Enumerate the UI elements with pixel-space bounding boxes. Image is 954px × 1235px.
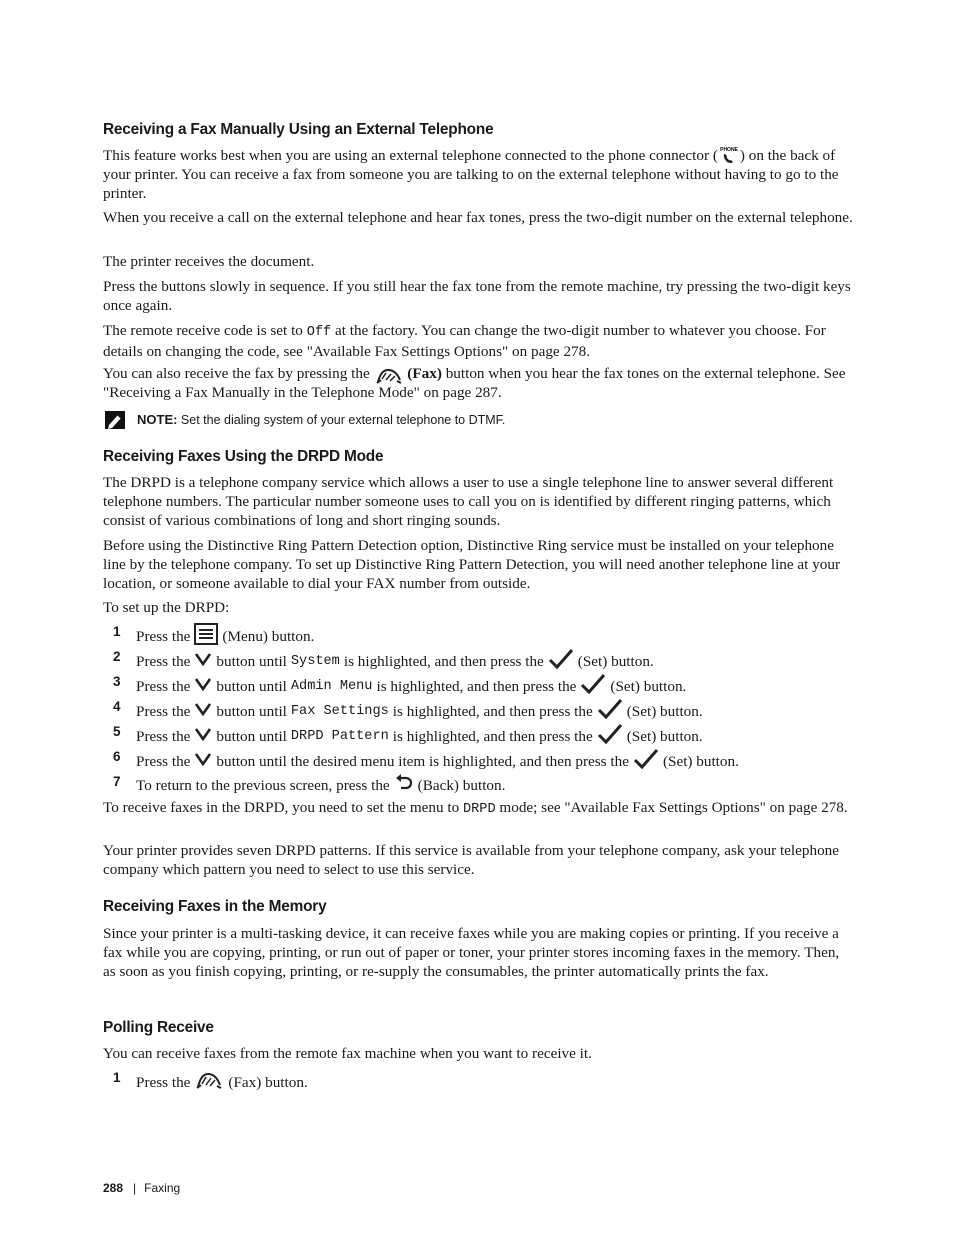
- paragraph: You can also receive the fax by pressing the (Fax) button when you hear the fax tones on the external telephone. See "Receiving a Fax Manually in the Telephone Mode" on page 287.: [103, 365, 846, 401]
- menu-icon: [194, 623, 218, 651]
- note-box: [103, 411, 853, 431]
- page-number: 288: [103, 1181, 124, 1195]
- footer-separator: |: [133, 1181, 137, 1195]
- paragraph: When you receive a call on the external telephone and hear fax tones, press the two-digit number on the external telephone.: [103, 209, 853, 226]
- paragraph: The remote receive code is set to Off at the factory. You can change the two-digit number to whatever you choose. For details on changing the code, see "Available Fax Settings Options" on page 278.: [103, 322, 826, 360]
- note-text: NOTE: Set the dialing system of your external telephone to DTMF.: [137, 412, 506, 427]
- chapter-name: Faxing: [144, 1181, 181, 1195]
- section-heading-manual-receive: Receiving a Fax Manually Using an External Telephone: [103, 121, 494, 138]
- down-arrow-icon: [194, 701, 212, 723]
- page-footer: [103, 1181, 180, 1195]
- paragraph: You can receive faxes from the remote fax machine when you want to receive it.: [103, 1045, 592, 1062]
- section-heading-memory: Receiving Faxes in the Memory: [103, 898, 327, 915]
- checkmark-icon: [597, 698, 623, 726]
- fax-icon: [194, 1069, 224, 1097]
- checkmark-icon: [633, 748, 659, 776]
- checkmark-icon: [597, 723, 623, 751]
- checkmark-icon: [580, 673, 606, 701]
- down-arrow-icon: [194, 651, 212, 673]
- down-arrow-icon: [194, 751, 212, 773]
- paragraph: This feature works best when you are using an external telephone connected to the phone connector ( PHONE ) on the back of your printer. You can receive a fax from someone you are talking to on the external telephone without having to go to the printer.: [103, 146, 839, 202]
- paragraph: Press the buttons slowly in sequence. If you still hear the fax tone from the remote machine, try pressing the two-digit keys once again.: [103, 278, 851, 314]
- fax-icon: [374, 366, 404, 384]
- section-heading-polling: Polling Receive: [103, 1019, 214, 1036]
- paragraph: To set up the DRPD:: [103, 599, 230, 616]
- paragraph: Since your printer is a multi-tasking device, it can receive faxes while you are making copies or printing. If you receive a fax while you are copying, printing, or run out of paper or toner, your printer stores incoming faxes in the memory. Then, as soon as you finish copying, printing, or re-supply the consumables, the printer automatically prints the fax.: [103, 925, 840, 980]
- paragraph: To receive faxes in the DRPD, you need to set the menu to DRPD mode; see "Available Fax Settings Options" on page 278.: [103, 799, 848, 817]
- section-heading-drpd: Receiving Faxes Using the DRPD Mode: [103, 448, 384, 465]
- down-arrow-icon: [194, 676, 212, 698]
- note-pencil-icon: [105, 411, 125, 429]
- svg-text:PHONE: PHONE: [719, 146, 738, 153]
- paragraph: Before using the Distinctive Ring Pattern Detection option, Distinctive Ring service must be installed on your telephone line by the telephone company. To set up Distinctive Ring Pattern Detection, you will need another telephone line at your location, or someone available to dial your FAX number from outside.: [103, 537, 841, 592]
- paragraph: The printer receives the document.: [103, 253, 315, 270]
- down-arrow-icon: [194, 726, 212, 748]
- back-arrow-icon: [394, 773, 414, 799]
- paragraph: Your printer provides seven DRPD patterns. If this service is available from your telephone company, ask your telephone company which pattern you need to select to use this service.: [103, 842, 839, 878]
- phone-connector-icon: [718, 145, 740, 163]
- checkmark-icon: [548, 648, 574, 676]
- paragraph: The DRPD is a telephone company service which allows a user to use a single telephone line to answer several different telephone numbers. The particular number someone uses to call you on is identified by different ringing patterns, which consist of various combinations of long and short ringing sounds.: [103, 474, 834, 529]
- code-text: Off: [306, 325, 332, 340]
